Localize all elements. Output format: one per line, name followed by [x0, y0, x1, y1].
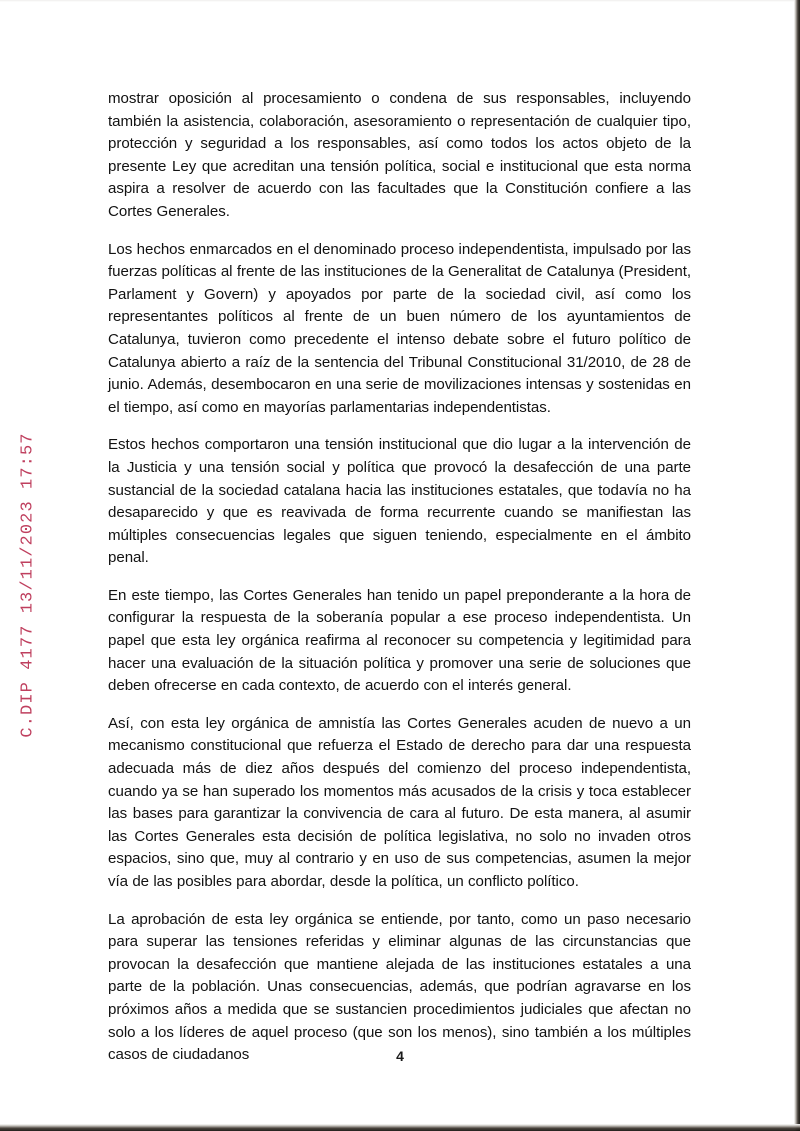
paragraph: Los hechos enmarcados en el denominado proceso independentista, impulsado por las fuerzas políticas al frente de las instituciones de la Generalitat de Catalunya (President, Parlament y Govern) y apoyados por parte de la sociedad civil, así como los representantes políticos al frente de un buen número de los ayuntamientos de Catalunya, tuvieron como precedente el intenso debate sobre el futuro político de Catalunya abierto a raíz de la sentencia del Tribunal Constitucional 31/2010, de 28 de junio. Además, desembocaron en una serie de movilizaciones intensas y sostenidas en el tiempo, así como en mayorías parlamentarias independentistas. — [108, 240, 691, 416]
document-body — [108, 88, 691, 1067]
scan-edge-bottom — [0, 1124, 800, 1131]
paragraph: La aprobación de esta ley orgánica se entiende, por tanto, como un paso necesario para superar las tensiones referidas y eliminar algunas de las circunstancias que provocan la desafección que mantiene alejada de las instituciones estatales a una parte de la población. Unas consecuencias, además, que podrían agravarse en los próximos años a medida que se sustancien procedimientos judiciales que afectan no solo a los líderes de aquel proceso (que son los menos), sino también a los múltiples casos de ciudadanos — [108, 910, 691, 1064]
paragraph: Así, con esta ley orgánica de amnistía las Cortes Generales acuden de nuevo a un mecanismo constitucional que refuerza el Estado de derecho para dar una respuesta adecuada más de diez años después del comienzo del proceso independentista, cuando ya se han superado los momentos más acusados de la crisis y toca establecer las bases para garantizar la convivencia de cara al futuro. De esta manera, al asumir las Cortes Generales esta decisión de política legislativa, no solo no invaden otros espacios, sino que, muy al contrario y en uso de sus competencias, asumen la mejor vía de las posibles para abordar, desde la política, un conflicto político. — [108, 714, 691, 890]
scan-edge-top — [0, 0, 800, 2]
paragraph: Estos hechos comportaron una tensión institucional que dio lugar a la intervención de la Justicia y una tensión social y política que provocó la desafección de una parte sustancial de la sociedad catalana hacia las instituciones estatales, que todavía no ha desaparecido y que es reavivada de forma recurrente cuando se manifiestan las múltiples consecuencias legales que siguen teniendo, especialmente en el ámbito penal. — [108, 436, 691, 567]
page-number: 4 — [396, 1048, 404, 1064]
scan-edge-right — [794, 0, 800, 1131]
registry-stamp: C.DIP 4177 13/11/2023 17:57 — [18, 432, 38, 738]
paragraph: mostrar oposición al procesamiento o condena de sus responsables, incluyendo también la asistencia, colaboración, asesoramiento o representación de cualquier tipo, protección y seguridad a los responsables, así como todos los actos objeto de la presente Ley que acreditan una tensión política, social e institucional que esta norma aspira a resolver de acuerdo con las facultades que la Constitución confiere a las Cortes Generales. — [108, 90, 691, 220]
paragraph: En este tiempo, las Cortes Generales han tenido un papel preponderante a la hora de configurar la respuesta de la soberanía popular a ese proceso independentista. Un papel que esta ley orgánica reafirma al reconocer su competencia y legitimidad para hacer una evaluación de la situación política y promover una serie de soluciones que deben ofrecerse en cada contexto, de acuerdo con el interés general. — [108, 586, 691, 695]
